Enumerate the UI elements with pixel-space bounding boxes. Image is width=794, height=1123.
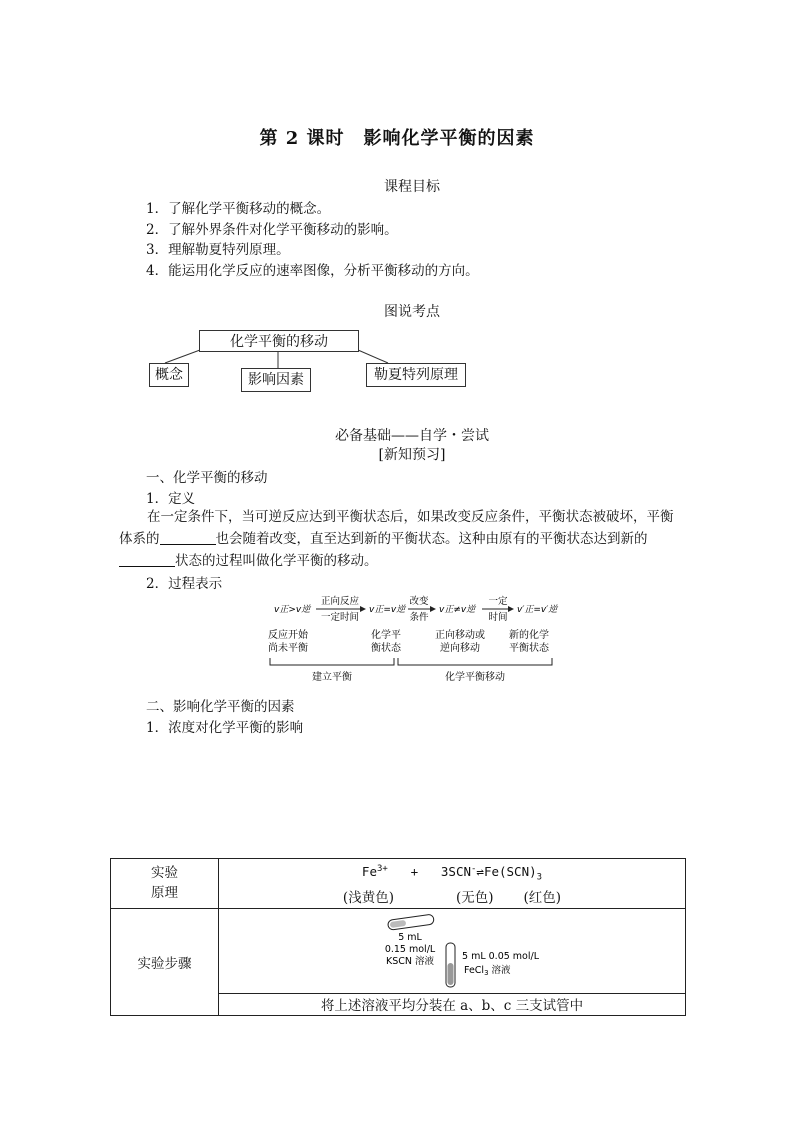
color-fe: (浅黄色) [342, 889, 394, 906]
brace-shift-label: 化学平衡移动 [445, 672, 505, 683]
steps-figure-cell [219, 908, 686, 993]
steps-note: 将上述溶液平均分装在 a、b、c 三支试管中 [219, 993, 686, 1015]
steps-label: 实验步骤 [111, 908, 219, 1015]
tilted-test-tube-icon [387, 914, 434, 930]
eq-reactant-scn: 3SCN [440, 864, 471, 880]
mindmap-node-principle: 勒夏特列原理 [366, 363, 466, 387]
goal-item: 2．了解外界条件对化学平衡移动的影响。 [146, 222, 398, 238]
arrow-3-bottom: 时间 [488, 612, 508, 623]
goal-item: 1．了解化学平衡移动的概念。 [146, 201, 331, 217]
eq-product: Fe(SCN) [483, 864, 537, 880]
reaction-equation [219, 859, 685, 888]
definition-text-c: 状态的过程叫做化学平衡的移动。 [175, 553, 378, 569]
eq-reactant-fe: Fe [361, 864, 377, 880]
definition-text-a: 在一定条件下，当可逆反应达到平衡状态后，如果改变反应条件，平衡状态被破坏，平衡体系的 [119, 509, 674, 547]
arrow-1-top: 正向反应 [320, 596, 360, 607]
mindmap-root: 化学平衡的移动 [199, 330, 359, 352]
rate-state-2: v正=v逆 [369, 605, 406, 615]
stage-4-line-1: 新的化学 [509, 630, 549, 641]
arrow-2-top: 改变 [409, 596, 429, 607]
fill-blank[interactable] [160, 530, 216, 545]
section-heading: 一、化学平衡的移动 [146, 470, 268, 486]
goals-heading: 课程目标 [384, 179, 440, 195]
principle-label [111, 859, 219, 909]
mindmap-node-concept: 概念 [149, 363, 189, 387]
stage-3-line-1: 正向移动或 [435, 630, 485, 641]
principle-label-line-1: 实验 [151, 865, 178, 882]
definition-text-b: 也会随着改变，直至达到新的平衡状态。这种由原有的平衡状态达到新的 [215, 531, 648, 547]
arrow-1-bottom: 一定时间 [320, 612, 360, 623]
item-heading: 1．浓度对化学平衡的影响 [146, 720, 304, 736]
test-tube-figure [352, 911, 552, 991]
arrow-2-bottom: 条件 [409, 612, 429, 623]
principle-equation-cell [219, 859, 686, 909]
basics-subheading: [新知预习] [378, 447, 446, 463]
brace-shift [398, 658, 552, 665]
rate-state-3: v正≠v逆 [439, 605, 476, 615]
rate-state-1: v正>v逆 [274, 605, 311, 615]
eq-arrow: ⇌ [476, 864, 484, 880]
tube1-solution: KSCN 溶液 [385, 955, 435, 967]
color-row [219, 888, 685, 908]
rate-state-4: v′正=v′逆 [517, 605, 558, 615]
color-scn: (无色) [455, 889, 494, 906]
goal-item: 3．理解勒夏特列原理。 [146, 242, 290, 258]
brace-build-label: 建立平衡 [312, 672, 352, 683]
arrow-3-top: 一定 [488, 596, 508, 607]
fill-blank[interactable] [119, 552, 175, 567]
experiment-table [110, 858, 686, 1016]
eq-fe-charge: 3+ [376, 864, 388, 874]
mindmap-heading: 图说考点 [384, 304, 440, 320]
vertical-test-tube-icon [446, 943, 455, 987]
tube2-volume-concentration: 5 mL 0.05 mol/L [462, 950, 540, 962]
color-product: (红色) [523, 889, 562, 906]
stage-1-line-1: 反应开始 [268, 630, 308, 641]
eq-plus: + [410, 864, 419, 880]
tube1-volume: 5 mL [398, 931, 422, 943]
mindmap-node-factors: 影响因素 [241, 368, 311, 392]
item-heading: 1．定义 [146, 491, 196, 507]
principle-label-line-2: 原理 [151, 885, 178, 902]
stage-2-line-1: 化学平 [371, 630, 401, 641]
process-diagram [268, 592, 568, 686]
eq-product-sub: 3 [536, 872, 543, 883]
page-title: 第 2 课时 影响化学平衡的因素 [259, 128, 535, 149]
definition-paragraph [119, 506, 679, 572]
stage-1-line-2: 尚未平衡 [268, 643, 308, 654]
section-heading: 二、影响化学平衡的因素 [146, 699, 295, 715]
stage-3-line-2: 逆向移动 [440, 643, 480, 654]
tube2-solution: FeCl$_3$ 溶液 [464, 964, 511, 977]
stage-4-line-2: 平衡状态 [509, 643, 549, 654]
tube1-concentration: 0.15 mol/L [384, 943, 436, 955]
item-heading: 2．过程表示 [146, 576, 223, 592]
eq-scn-charge: - [471, 864, 477, 874]
basics-heading: 必备基础——自学・尝试 [335, 428, 489, 444]
stage-2-line-2: 衡状态 [371, 643, 401, 654]
brace-build [270, 658, 394, 665]
goal-item: 4．能运用化学反应的速率图像，分析平衡移动的方向。 [146, 263, 479, 279]
